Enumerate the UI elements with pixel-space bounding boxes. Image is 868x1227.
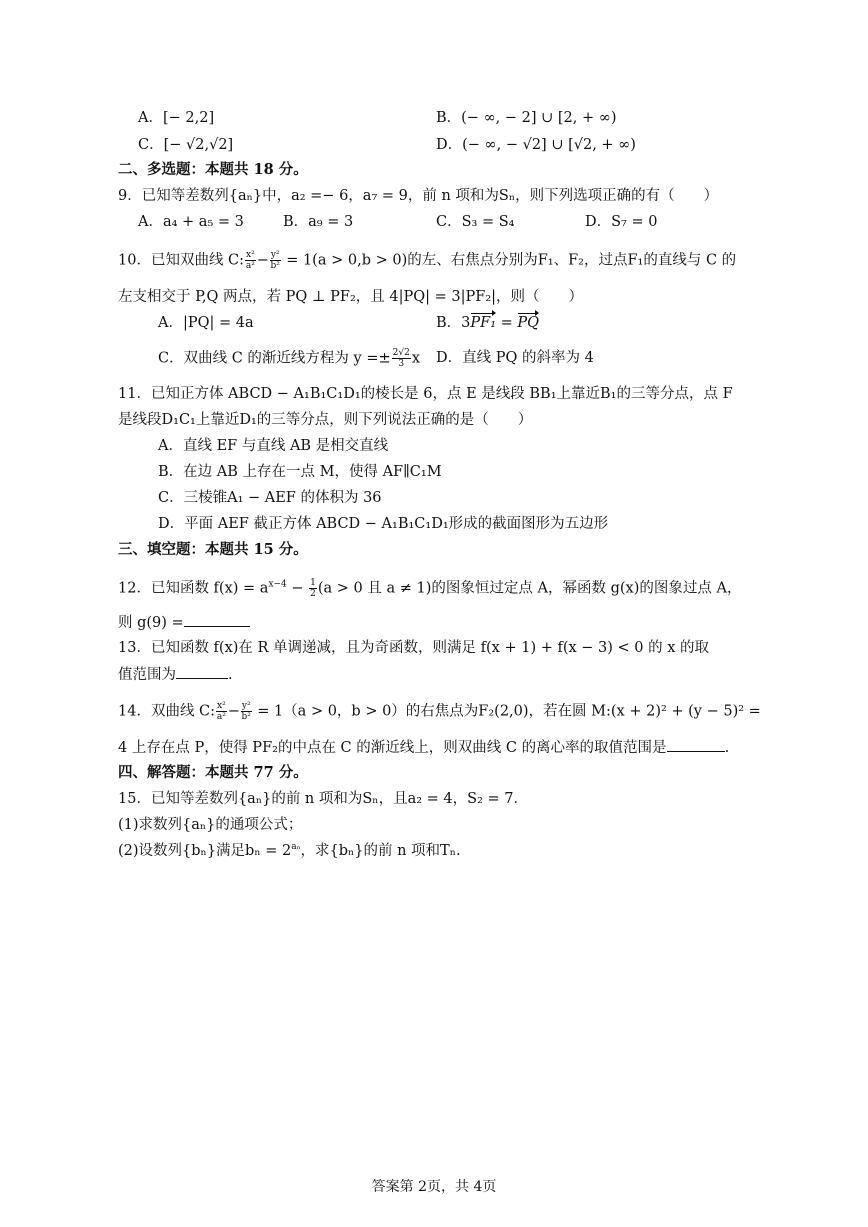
prev-option-b: B．(− ∞, − 2] ∪ [2, + ∞): [436, 110, 617, 126]
q14-answer-blank[interactable]: [667, 737, 725, 752]
q12-line-2: 则 g(9) =: [118, 612, 250, 633]
q15-line-1: 15．已知等差数列{aₙ}的前 n 项和为Sₙ，且a₂ = 4，S₂ = 7．: [118, 791, 528, 807]
q11-option-a: A．直线 EF 与直线 AB 是相交直线: [158, 438, 389, 454]
page-footer: 答案第 2页，共 4页: [371, 1179, 497, 1195]
q10-line-1-pre: 10．已知双曲线 C:: [118, 252, 245, 269]
q11-option-c: C．三棱锥A₁ − AEF 的体积为 36: [158, 490, 382, 506]
q10-option-c: C．双曲线 C 的渐近线方程为 y =± $\frac{2√2}{3}$ x: [158, 348, 420, 369]
q9-option-a: A．a₄ + a₅ = 3: [138, 214, 244, 230]
fraction-y2-b2-q14: $\frac{\text{y²}}{\text{b²}}$: [241, 701, 251, 722]
q13-line-1: 13．已知函数 f(x)在 R 单调递减，且为奇函数，则满足 f(x + 1) + f(x − 3) < 0 的 x 的取: [118, 640, 710, 656]
q9-option-d: D．S₇ = 0: [585, 214, 658, 230]
section-answer-title: 四、解答题：本题共 77 分。: [118, 764, 308, 781]
q12-line-1: 12．已知函数 $f(x) = a^{x-4}$ − $\frac{1}{2}$ (a > 0 且 a ≠ 1)的图象恒过定点 A，幂函数 g(x)的图象过点 A，: [118, 578, 742, 599]
fraction-x2-a2-q14: $\frac{\text{x²}}{\text{a²}}$: [216, 701, 226, 722]
prev-option-a: A．[− 2,2]: [138, 110, 215, 126]
vector-pf1: PF₁: [470, 315, 497, 331]
vector-pq: PQ: [517, 315, 540, 331]
q11-line-2: 是线段D₁C₁上靠近D₁的三等分点，则下列说法正确的是（ ）: [118, 412, 533, 428]
q11-option-b: B．在边 AB 上存在一点 M，使得 AF∥C₁M: [158, 464, 442, 480]
q10-option-a: A．|PQ| = 4a: [158, 315, 254, 331]
q9-stem: 9．已知等差数列{aₙ}中，a₂ =− 6，a₇ = 9，前 n 项和为Sₙ，则下列选项正确的有（ ）: [118, 188, 719, 204]
section-multi-choice-title: 二、多选题：本题共 18 分。: [118, 161, 308, 178]
q10-line-2: 左支相交于 P,Q 两点，若 PQ ⊥ PF₂，且 4|PQ| = 3|PF₂|，则（ ）: [118, 289, 584, 305]
section-fill-blank-title: 三、填空题：本题共 15 分。: [118, 541, 308, 558]
q10-option-d: D．直线 PQ 的斜率为 4: [436, 350, 594, 366]
q15-part-2: (2)设数列{bₙ}满足$b_n = 2^{a_n}$，求{bₙ}的前 n 项和Tₙ.: [118, 842, 461, 859]
q14-line-1: 14．双曲线 C: $\frac{\text{x²}}{\text{a²}}$ − $\frac{\text{y²}}{\text{b²}}$ = 1（a > 0，b > 0）的右焦点为F₂(2,0)，若在圆 M:(x + 2)² + (y − 5)² =: [118, 701, 761, 722]
fraction-1-2: $\frac{1}{2}$: [310, 578, 316, 599]
q13-line-2: 值范围为 .: [118, 664, 233, 685]
q13-answer-blank[interactable]: [176, 664, 228, 679]
q12-answer-blank[interactable]: [184, 612, 250, 627]
prev-option-d: D．(− ∞, − √2] ∪ [√2, + ∞): [436, 137, 636, 153]
q9-option-c: C．S₃ = S₄: [436, 214, 515, 230]
q11-option-d: D．平面 AEF 截正方体 ABCD − A₁B₁C₁D₁形成的截面图形为五边形: [158, 516, 609, 532]
prev-option-c: C．[− √2,√2]: [138, 137, 234, 153]
q14-line-2: 4 上存在点 P，使得 PF₂的中点在 C 的渐近线上，则双曲线 C 的离心率的取值范围是 .: [118, 737, 729, 758]
fraction-2root2-3: $\frac{2√2}{3}$: [392, 348, 410, 369]
q9-option-b: B．a₉ = 3: [283, 214, 354, 230]
q10-line-1: 10．已知双曲线 C: $\frac{\text{x²}}{\text{a²}}$ − $\frac{\text{y²}}{\text{b²}}$ = 1(a > 0,b > 0)的左、右焦点分别为F₁、F₂，过点F₁的直线与 C 的: [118, 250, 737, 271]
fraction-y2-b2: $\frac{\text{y²}}{\text{b²}}$: [270, 250, 280, 271]
fraction-x2-a2: $\frac{\text{x²}}{\text{a²}}$: [245, 250, 255, 271]
q11-line-1: 11．已知正方体 ABCD − A₁B₁C₁D₁的棱长是 6，点 E 是线段 BB₁上靠近B₁的三等分点，点 F: [118, 386, 733, 402]
q10-option-b: B．3PF₁ = PQ: [436, 315, 540, 331]
q10-line-1-post: = 1(a > 0,b > 0)的左、右焦点分别为F₁、F₂，过点F₁的直线与 C 的: [281, 252, 737, 269]
q15-part-1: (1)求数列{aₙ}的通项公式；: [118, 817, 303, 833]
